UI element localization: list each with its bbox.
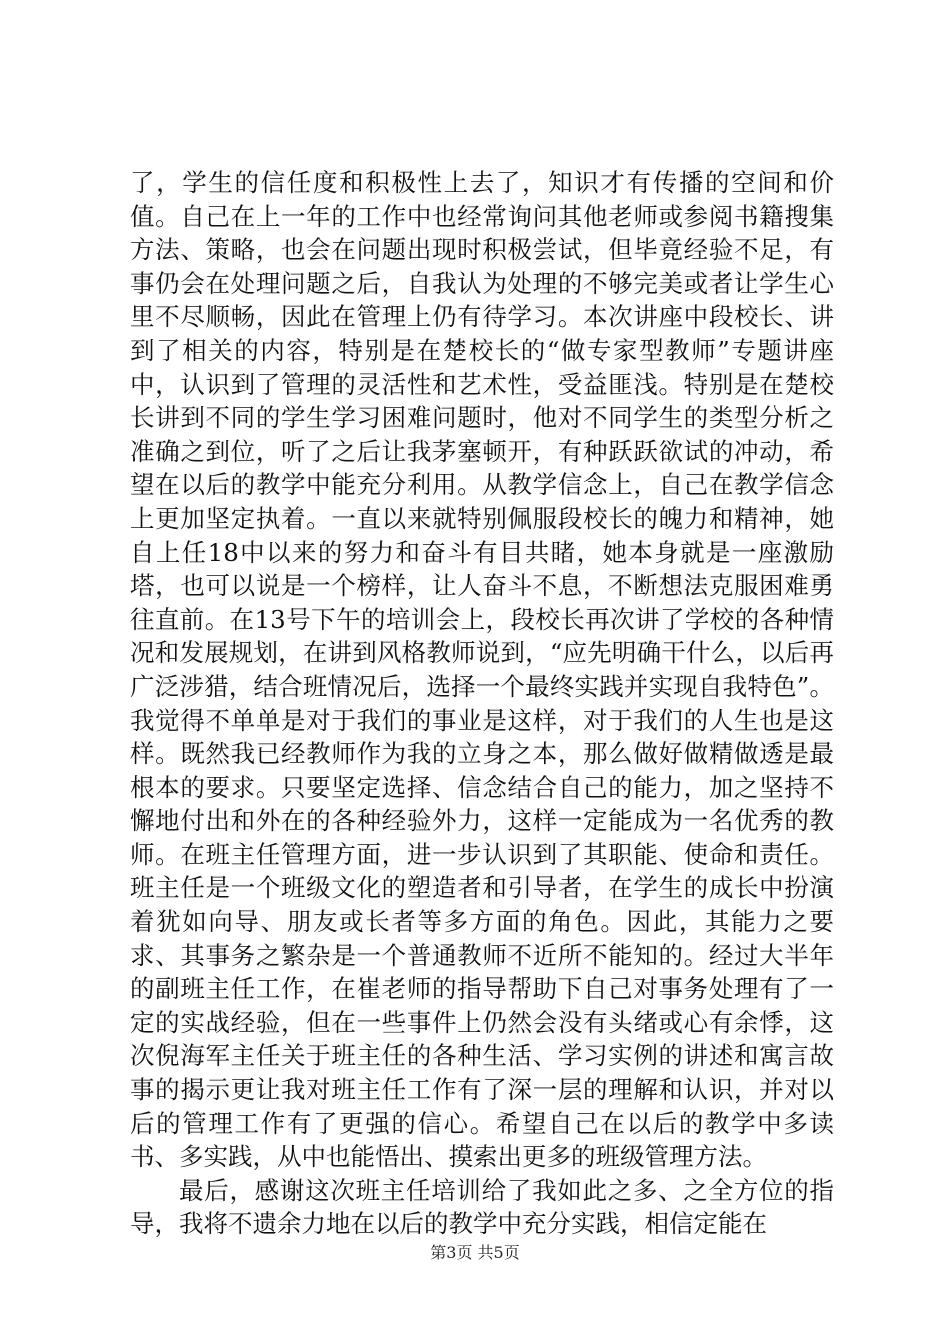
page-footer: 第3页 共5页 bbox=[430, 1243, 520, 1262]
document-body bbox=[130, 166, 834, 1241]
paragraph-continued: 了，学生的信任度和积极性上去了，知识才有传播的空间和价值。自己在上一年的工作中也经常询问其他老师或参阅书籍搜集方法、策略，也会在问题出现时积极尝试，但毕竟经验不足，有事仍会在处理问题之后，自我认为处理的不够完美或者让学生心里不尽顺畅，因此在管理上仍有待学习。本次讲座中段校长、讲到了相关的内容，特别是在楚校长的“做专家型教师”专题讲座中，认识到了管理的灵活性和艺术性，受益匪浅。特别是在楚校长讲到不同的学生学习困难问题时，他对不同学生的类型分析之准确之到位，听了之后让我茅塞顿开，有种跃跃欲试的冲动，希望在以后的教学中能充分利用。从教学信念上，自己在教学信念上更加坚定执着。一直以来就特别佩服段校长的魄力和精神，她自上任18中以来的努力和奋斗有目共睹，她本身就是一座激励塔，也可以说是一个榜样，让人奋斗不息，不断想法克服困难勇往直前。在13号下午的培训会上，段校长再次讲了学校的各种情况和发展规划，在讲到风格教师说到，“应先明确干什么，以后再广泛涉猎，结合班情况后，选择一个最终实践并实现自我特色”。我觉得不单单是对于我们的事业是这样，对于我们的人生也是这样。既然我已经教师作为我的立身之本，那么做好做精做透是最根本的要求。只要坚定选择、信念结合自己的能力，加之坚持不懈地付出和外在的各种经验外力，这样一定能成为一名优秀的教师。在班主任管理方面，进一步认识到了其职能、使命和责任。班主任是一个班级文化的塑造者和引导者，在学生的成长中扮演着犹如向导、朋友或长者等多方面的角色。因此，其能力之要求、其事务之繁杂是一个普通教师不近所不能知的。经过大半年的副班主任工作，在崔老师的指导帮助下自己对事务处理有了一定的实战经验，但在一些事件上仍然会没有头绪或心有余悸，这次倪海军主任关于班主任的各种生活、学习实例的讲述和寓言故事的揭示更让我对班主任工作有了深一层的理解和认识，并对以后的管理工作有了更强的信心。希望自己在以后的教学中多读书、多实践，从中也能悟出、摸索出更多的班级管理方法。 bbox=[130, 168, 834, 1172]
paragraph-closing: 最后，感谢这次班主任培训给了我如此之多、之全方位的指导，我将不遗余力地在以后的教学中充分实践，相信定能在 bbox=[130, 1175, 834, 1239]
